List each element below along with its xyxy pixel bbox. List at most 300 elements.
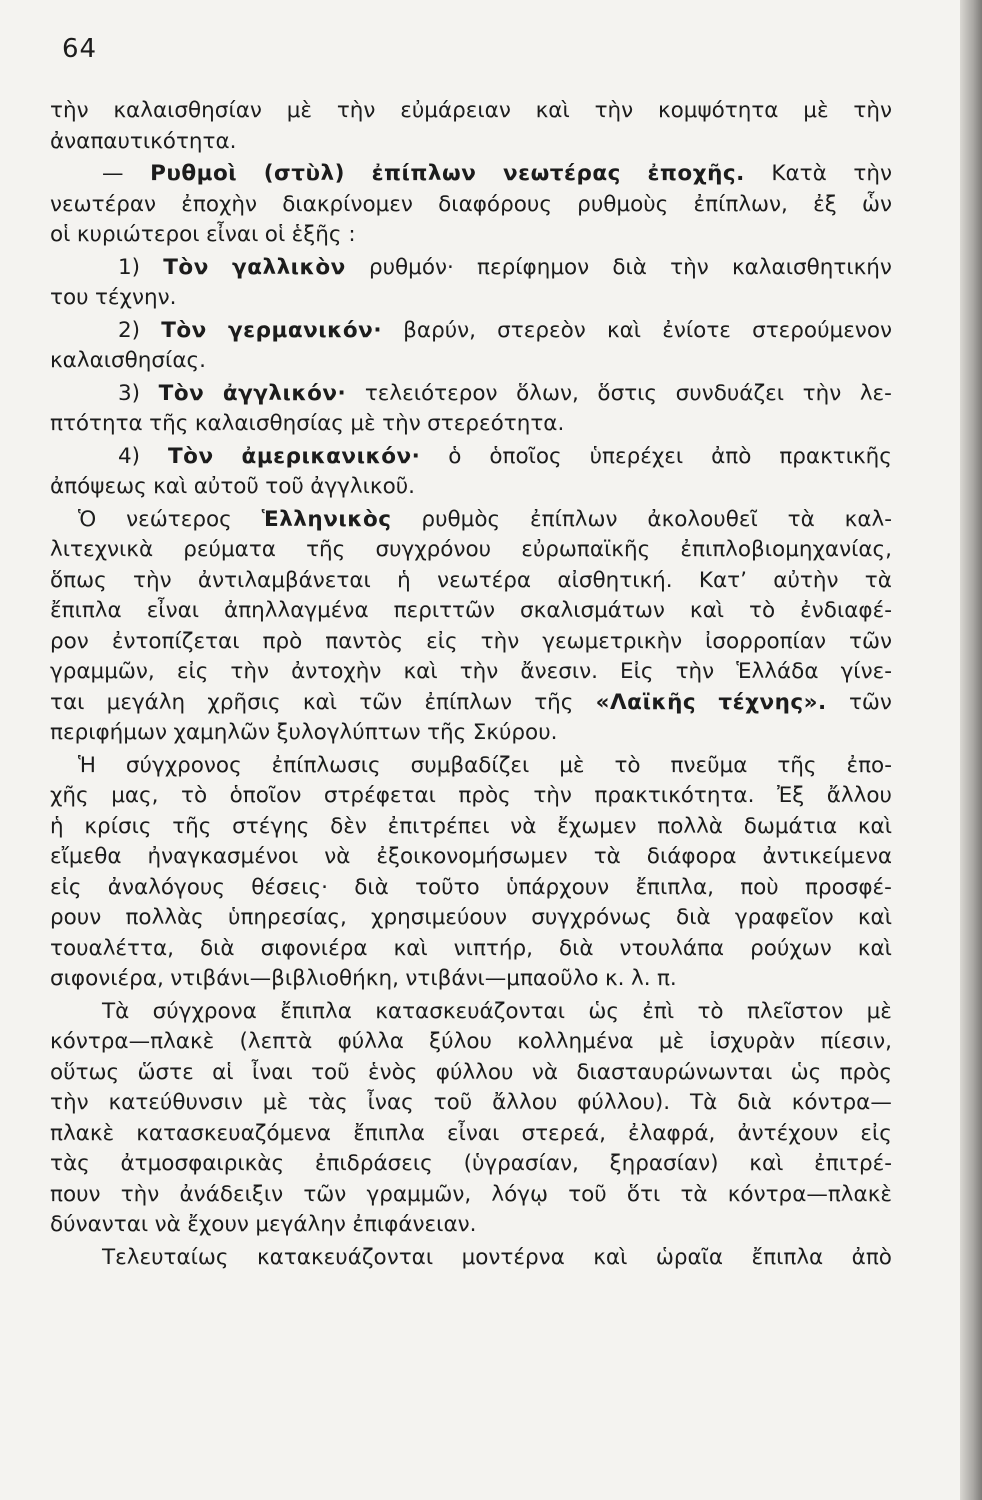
word: τῶν (359, 689, 403, 715)
word: καὶ (857, 905, 892, 930)
word: καὶ (153, 474, 188, 499)
word: ἐπιδράσεις (314, 1151, 433, 1176)
word: τὴν (133, 567, 172, 593)
word: ἀναλόγους (107, 874, 225, 900)
word: λ. (630, 966, 651, 991)
word: ἔπιπλα (280, 998, 352, 1024)
word: περιφήμων (50, 720, 167, 745)
word: Τελευταίως (102, 1244, 229, 1270)
text-line (50, 505, 892, 536)
word: (ὑγρασίαν, (463, 1151, 579, 1176)
text-line (50, 379, 892, 410)
word: ντουλάπα (619, 935, 725, 961)
text-line (50, 220, 892, 251)
word: ἔπιπλα (353, 1120, 425, 1146)
word: μὲ (262, 1090, 289, 1115)
word: ἠναγκασμένοι (147, 844, 299, 869)
word: πλεῖστον (746, 998, 844, 1024)
word: Ἡ (78, 752, 96, 778)
word: συγχρόνως (531, 905, 652, 930)
word: ρουν (50, 905, 102, 930)
word: μὲ (350, 411, 376, 436)
word: Τὰ (102, 998, 130, 1024)
word: «Λαϊκῆς (595, 689, 697, 715)
word: στέγης (232, 813, 310, 839)
word: πρὸς (839, 1059, 892, 1085)
word: πίεσιν, (820, 1029, 892, 1054)
page-edge-shadow (960, 0, 982, 1500)
text-line (50, 812, 892, 843)
word: τὸ (697, 998, 724, 1024)
word: ρυθμοὺς (577, 191, 669, 217)
word: ἀτμοσφαιρικὰς (120, 1151, 285, 1176)
word: ἔπιπλα (50, 598, 122, 623)
word: ρούχων (750, 935, 832, 961)
word: τὴν (802, 380, 842, 406)
word: πρὸς (458, 783, 511, 808)
word: καὶ (535, 98, 570, 123)
word: τὸ (614, 752, 641, 778)
word: λιτεχνικὰ (50, 537, 154, 562)
word: καὶ (749, 1151, 784, 1176)
word: τὴν (853, 98, 892, 123)
word: τὴν (675, 659, 715, 684)
word: οἱ (50, 222, 71, 247)
word: ὁποῖος (489, 443, 562, 469)
word: εἰς (176, 659, 209, 684)
word: δύνανται (50, 1212, 149, 1237)
word: τὴν (853, 161, 892, 186)
word: ἀντιλαμβάνεται (197, 567, 371, 593)
word: τὴν (670, 254, 709, 280)
word: ἐξ (813, 191, 837, 217)
text-line (50, 1149, 892, 1180)
word: βαρύν, (403, 317, 476, 343)
word: τὸ (749, 598, 776, 623)
word: Τὸν (168, 443, 214, 469)
word: τῆς (149, 411, 189, 436)
word: εἶναι (206, 222, 259, 247)
word: κόντρα—πλακὲ (727, 1181, 892, 1207)
word: ἀναπαυτικότητα. (50, 128, 237, 154)
word: νὰ (531, 1059, 558, 1085)
word: τοῦ (265, 474, 304, 499)
text-line (50, 997, 892, 1028)
word: καὶ (857, 935, 892, 961)
word: πλακὲ (50, 1120, 115, 1146)
word: κρίσις (84, 813, 152, 839)
word: διὰ (612, 254, 647, 280)
word: τὰ (787, 506, 815, 532)
text-line (50, 1210, 892, 1241)
word: διὰ (676, 905, 711, 930)
word: καλαισθητικήν (731, 254, 892, 280)
word: ἀνάδειξιν (179, 1181, 284, 1207)
word: τουαλέττα, (50, 935, 174, 961)
word: ξυλογλύπτων (276, 720, 421, 745)
word: ἀπὸ (711, 443, 752, 469)
word: ἀντοχὴν (291, 659, 382, 684)
word: τῆς (427, 720, 467, 745)
word: ἔχωμεν (557, 813, 637, 839)
word: ρεύματα (183, 537, 276, 562)
text-line (50, 346, 892, 377)
word: 1) (118, 254, 141, 280)
text-line (50, 1119, 892, 1150)
word: ἐξοικονομήσωμεν (376, 844, 568, 869)
word: πουν (50, 1181, 101, 1207)
word: Ἑλλάδα (736, 659, 819, 684)
text-line (50, 964, 892, 995)
word: χρησιμεύουν (371, 905, 507, 930)
word: νεωτέρας (502, 161, 621, 186)
word: καλαισθησίαν (113, 98, 262, 123)
word: κολλημένα (517, 1029, 634, 1054)
text-line (50, 873, 892, 904)
word: τοῦ (311, 1059, 350, 1085)
word: ἶναι (251, 1059, 293, 1085)
word: 2) (118, 317, 141, 343)
word: κομψότητα (657, 98, 779, 123)
word: αὐτοῦ (193, 474, 259, 499)
word: κόντρα—πλακὲ (50, 1029, 215, 1054)
word: τοῦ (433, 1090, 473, 1115)
word: Κατὰ (771, 161, 827, 186)
text-line (50, 781, 892, 812)
word: σύγχρονος (125, 752, 242, 778)
word: τὴν (50, 98, 89, 123)
word: ἐπιτρέ- (814, 1151, 892, 1176)
word: τῆς (534, 689, 574, 715)
word: διὰ (558, 935, 594, 961)
word: ἔπιπλα, (635, 874, 714, 900)
word: ὡς (790, 1059, 822, 1085)
word: τὴν (480, 628, 520, 654)
word: Ρυθμοὶ (150, 161, 238, 186)
word: αὐτὴν (773, 567, 839, 593)
body-text (50, 96, 892, 1273)
word: περίφημον (477, 254, 590, 280)
word: γραμμῶν, (50, 659, 155, 684)
word: τοῦτο (415, 874, 480, 900)
word: χαμηλῶν (173, 720, 271, 745)
word: ὡς (588, 998, 619, 1024)
word: Τὸν (161, 317, 207, 343)
word: τὸ (181, 783, 208, 808)
word: χρῆσις (207, 689, 281, 715)
word: ἔπιπλα (751, 1244, 824, 1270)
word: τὰ (864, 567, 892, 593)
word: ἐπιφάνειαν. (352, 1212, 477, 1237)
text-line (50, 1058, 892, 1089)
word: ὁποῖον (229, 783, 302, 808)
word: κ. (605, 966, 625, 991)
word: ἰσχυρὰν (709, 1029, 796, 1054)
word: Τὸν (163, 254, 209, 280)
word: τὴν (382, 411, 421, 436)
word: τῆς (306, 537, 346, 562)
word: τὴν (336, 98, 376, 123)
word: φύλλου). (577, 1090, 671, 1115)
word: του (50, 285, 89, 310)
text-line (50, 127, 892, 158)
word: ἀντικείμενα (762, 844, 892, 869)
text-line (50, 1027, 892, 1058)
word: εὐμάρειαν (400, 98, 511, 123)
word: ἶνας (367, 1090, 414, 1115)
word: στερεότητα. (427, 411, 565, 436)
word: ντιβάνι—βιβλιοθήκη, (170, 966, 399, 991)
text-line (50, 903, 892, 934)
word: πνεῦμα (670, 752, 748, 778)
word: μεγάλη (106, 689, 186, 715)
word: ὅστις (597, 380, 658, 406)
word: ρυθμόν· (368, 254, 454, 280)
word: ἐποχὴν (181, 191, 258, 217)
word: (λεπτὰ (239, 1029, 313, 1054)
word: κατακευάζονται (257, 1244, 434, 1270)
word: ἐπίπλων (530, 506, 618, 532)
text-line (50, 751, 892, 782)
word: Σκύρου. (472, 720, 558, 745)
word: τὴν (459, 659, 499, 684)
word: ρυθμὸς (421, 506, 501, 532)
word: δὲν (330, 813, 367, 839)
word: γερμανικόν· (228, 317, 382, 343)
word: πτότητα (50, 411, 143, 436)
word: ὡραῖα (655, 1244, 724, 1270)
word: καὶ (593, 1244, 628, 1270)
word: Τὰ (690, 1090, 718, 1115)
word: ξηρασίαν) (609, 1151, 719, 1176)
word: μὲ (803, 98, 829, 123)
text-line (50, 1180, 892, 1211)
word: διὰ (199, 935, 235, 961)
word: τῶν (303, 1181, 347, 1207)
word: πρακτικῆς (779, 443, 892, 469)
word: Εἰς (620, 659, 654, 684)
text-line (50, 1243, 892, 1274)
word: νεωτέραν (50, 191, 157, 217)
word: Τὸν (158, 380, 205, 406)
word: γαλλικὸν (232, 254, 346, 280)
word: εἰς (50, 874, 82, 900)
word: διάφορα (646, 844, 737, 869)
word: ἐνδιαφέ- (800, 598, 892, 623)
text-line (50, 934, 892, 965)
word: γραφεῖον (734, 905, 834, 930)
word: ὧν (861, 191, 892, 217)
word: ἄλλου (492, 1090, 558, 1115)
word: ὁ (448, 443, 462, 469)
word: αἰσθητική. (557, 567, 673, 593)
word: νὰ (324, 844, 351, 869)
word: ἐνίοτε (662, 317, 731, 343)
word: νεώτερος (126, 506, 232, 532)
text-line (50, 283, 892, 314)
word: ἄλλου (826, 783, 892, 808)
word: εἴμεθα (50, 844, 122, 869)
text-line (50, 718, 892, 749)
word: νὰ (154, 1212, 181, 1237)
word: — (102, 161, 124, 186)
word: παντὸς (325, 628, 404, 654)
word: μὲ (286, 98, 313, 123)
word: πολλὰς (125, 905, 204, 930)
text-line (50, 96, 892, 127)
word: δωμάτια (743, 813, 838, 839)
word: ξύλου (429, 1029, 492, 1054)
word: τελειότερον (364, 380, 498, 406)
word: καλαισθησίας. (50, 348, 206, 373)
word: ἡ (50, 813, 64, 839)
word: κόντρα— (791, 1090, 892, 1115)
word: Ἑλληνικὸς (261, 506, 392, 532)
word: τέχνης». (718, 689, 827, 715)
text-line (50, 316, 892, 347)
word: Ἐξ (776, 783, 805, 808)
text-line (50, 190, 892, 221)
word: στερεὸν (497, 317, 586, 343)
word: γεωμετρικὴν (542, 628, 683, 654)
word: στερούμενον (752, 317, 892, 343)
word: τὰ (593, 844, 621, 869)
word: μας, (111, 783, 159, 808)
word: περιττῶν (393, 598, 496, 623)
word: λε- (859, 380, 892, 406)
word: ὑπάρχουν (505, 874, 610, 900)
word: ὅπως (50, 567, 107, 593)
word: γίνε- (840, 659, 892, 684)
word: συμβαδίζει (410, 752, 530, 778)
text-line (50, 253, 892, 284)
word: ἡ (397, 567, 411, 593)
word: καὶ (689, 598, 725, 623)
word: στρέφεται (323, 783, 436, 808)
word: σιφονιέρα (260, 935, 368, 961)
word: καὶ (403, 659, 438, 684)
word: εὐρωπαϊκῆς (521, 537, 651, 562)
word: ὥστε (137, 1059, 194, 1085)
word: τὴν (50, 1090, 89, 1115)
word: ἐπὶ (642, 998, 675, 1024)
word: ὑπηρεσίας, (228, 905, 347, 930)
word: κατεύθυνσιν (108, 1090, 243, 1115)
word: εἶναι (446, 1120, 500, 1146)
word: (στὺλ) (263, 161, 345, 186)
word: πολλὰ (657, 813, 723, 839)
text-line (50, 442, 892, 473)
word: ἀγγλικόν· (222, 380, 347, 406)
word: ἑξῆς : (291, 222, 356, 247)
word: διαφόρους (438, 191, 552, 217)
word: σιφονιέρα, (50, 966, 164, 991)
text-line (50, 596, 892, 627)
text-line (50, 688, 892, 719)
word: τῆς (777, 752, 817, 778)
word: οἱ (264, 222, 286, 247)
word: ἑνὸς (367, 1059, 418, 1085)
word: λόγῳ (491, 1181, 549, 1207)
word: μοντέρνα (461, 1244, 565, 1270)
word: εἶναι (146, 598, 200, 623)
word: συγχρόνου (375, 537, 492, 562)
word: οὕτως (50, 1059, 120, 1085)
word: ἐπίπλων (371, 161, 477, 186)
word: ἐπίπλων, (693, 191, 788, 217)
word: τοῦ (568, 1181, 607, 1207)
word: κυριώτεροι (76, 222, 200, 247)
word: τὴν (533, 783, 572, 808)
word: γραμμῶν, (366, 1181, 472, 1207)
word: καὶ (606, 317, 642, 343)
word: ἀπηλλαγμένα (224, 598, 369, 623)
word: μὲ (866, 998, 892, 1024)
word: φύλλου (435, 1059, 514, 1085)
word: καὶ (857, 813, 892, 839)
word: πρὸ (262, 628, 303, 654)
word: νιπτήρ, (453, 935, 533, 961)
word: ρον (50, 628, 89, 654)
word: ὅλων, (516, 380, 579, 406)
text-line (50, 472, 892, 503)
word: 4) (118, 443, 141, 469)
word: διακρίνομεν (282, 191, 413, 217)
word: ὑπερέχει (589, 443, 684, 469)
word: εἰς (426, 628, 458, 654)
word: κατασκευάζονται (375, 998, 565, 1024)
word: Ὁ (78, 506, 97, 532)
word: τὴν (120, 1181, 160, 1207)
text-line (50, 566, 892, 597)
word: μὲ (658, 1029, 685, 1054)
word: τῶν (848, 689, 892, 715)
word: φύλλα (337, 1029, 404, 1054)
word: ἰσορροπίαν (705, 628, 827, 654)
word: ἐπιτρέπει (387, 813, 490, 839)
text-line (50, 657, 892, 688)
word: ἄνεσιν. (520, 659, 598, 684)
word: τῶν (849, 628, 892, 654)
word: τὴν (594, 98, 634, 123)
word: τὰς (308, 1090, 348, 1115)
word: εἰς (860, 1120, 892, 1146)
word: ἀκολουθεῖ (647, 506, 758, 532)
word: ἀπόψεως (50, 474, 147, 499)
word: πρακτικότητα. (594, 783, 755, 808)
word: χῆς (50, 783, 89, 808)
word: καλαισθησίας (194, 411, 344, 436)
text-line (50, 409, 892, 440)
word: σκαλισμάτων (520, 598, 665, 623)
word: τὰ (680, 1181, 708, 1207)
word: ἐπίπλων (424, 689, 512, 715)
word: ἐπιπλοβιομηχανίας, (680, 537, 892, 562)
text-line (50, 535, 892, 566)
word: ντιβάνι—μπαοῦλο (405, 966, 599, 991)
word: καὶ (302, 689, 337, 715)
word: ται (50, 689, 85, 715)
word: ἐπίπλωσις (271, 752, 381, 778)
word: Κατ’ (698, 567, 747, 593)
word: ἔχουν (187, 1212, 249, 1237)
word: τέχνην. (94, 285, 177, 310)
word: αἱ (212, 1059, 234, 1085)
text-line (50, 627, 892, 658)
word: προσφέ- (805, 874, 892, 900)
word: νεωτέρα (437, 567, 532, 593)
word: σύγχρονα (152, 998, 257, 1024)
